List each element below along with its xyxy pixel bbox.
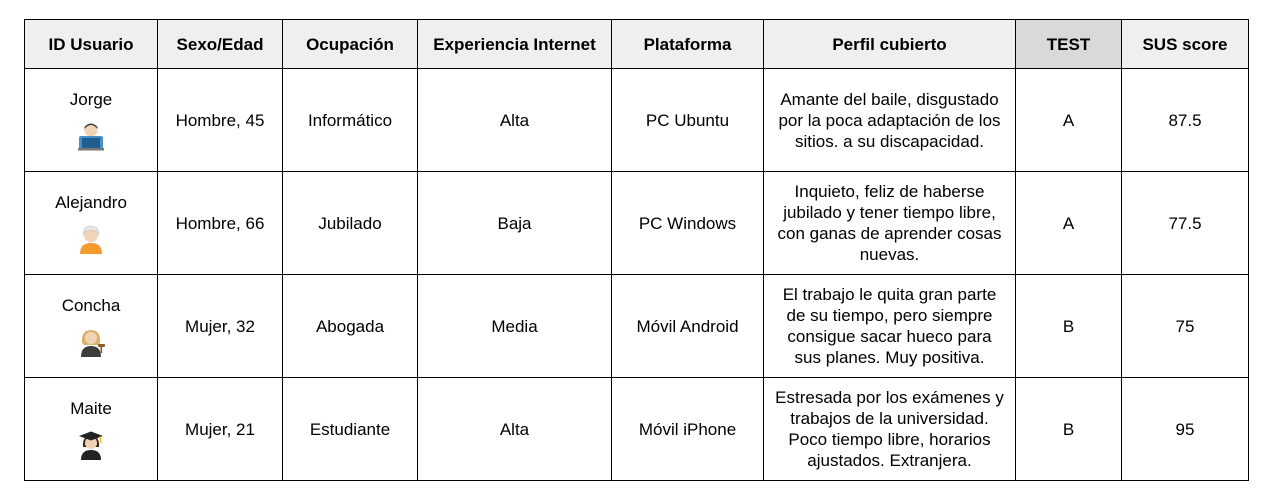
ocupacion: Estudiante [283, 378, 418, 481]
sus-score: 87.5 [1122, 69, 1249, 172]
sexo-edad: Mujer, 32 [158, 275, 283, 378]
user-name: Jorge [69, 90, 113, 109]
sexo-edad: Hombre, 45 [158, 69, 283, 172]
header-sexo: Sexo/Edad [158, 20, 283, 69]
test: A [1016, 69, 1122, 172]
plataforma: Móvil Android [612, 275, 764, 378]
user-cell [25, 378, 158, 481]
user-name: Concha [61, 296, 121, 315]
users-table [24, 19, 1249, 481]
user-cell [25, 172, 158, 275]
experiencia: Alta [418, 69, 612, 172]
header-row [25, 20, 1249, 69]
sexo-edad: Hombre, 66 [158, 172, 283, 275]
experiencia: Alta [418, 378, 612, 481]
header-plataforma: Plataforma [612, 20, 764, 69]
perfil: Estresada por los exámenes y trabajos de la universidad. Poco tiempo libre, horarios ajustados. Extranjera. [764, 378, 1016, 481]
older-person-icon [76, 224, 106, 254]
table-row [25, 172, 1249, 275]
test: A [1016, 172, 1122, 275]
perfil: El trabajo le quita gran parte de su tiempo, pero siempre consigue sacar hueco para sus planes. Muy positiva. [764, 275, 1016, 378]
header-test: TEST [1016, 20, 1122, 69]
header-ocupacion: Ocupación [283, 20, 418, 69]
perfil: Inquieto, feliz de haberse jubilado y tener tiempo libre, con ganas de aprender cosas nuevas. [764, 172, 1016, 275]
ocupacion: Informático [283, 69, 418, 172]
plataforma: Móvil iPhone [612, 378, 764, 481]
sus-score: 75 [1122, 275, 1249, 378]
sus-score: 77.5 [1122, 172, 1249, 275]
test: B [1016, 275, 1122, 378]
perfil: Amante del baile, disgustado por la poca adaptación de los sitios. a su discapacidad. [764, 69, 1016, 172]
user-name: Maite [70, 399, 112, 418]
experiencia: Baja [418, 172, 612, 275]
plataforma: PC Windows [612, 172, 764, 275]
student-icon [76, 430, 106, 460]
user-cell [25, 69, 158, 172]
plataforma: PC Ubuntu [612, 69, 764, 172]
table-row [25, 69, 1249, 172]
test: B [1016, 378, 1122, 481]
table-row [25, 378, 1249, 481]
header-id: ID Usuario [25, 20, 158, 69]
judge-icon [76, 327, 106, 357]
header-experiencia: Experiencia Internet [418, 20, 612, 69]
ocupacion: Jubilado [283, 172, 418, 275]
table-row [25, 275, 1249, 378]
technologist-icon [76, 121, 106, 151]
ocupacion: Abogada [283, 275, 418, 378]
header-sus: SUS score [1122, 20, 1249, 69]
header-perfil: Perfil cubierto [764, 20, 1016, 69]
sexo-edad: Mujer, 21 [158, 378, 283, 481]
experiencia: Media [418, 275, 612, 378]
user-cell [25, 275, 158, 378]
user-name: Alejandro [55, 193, 127, 212]
sus-score: 95 [1122, 378, 1249, 481]
